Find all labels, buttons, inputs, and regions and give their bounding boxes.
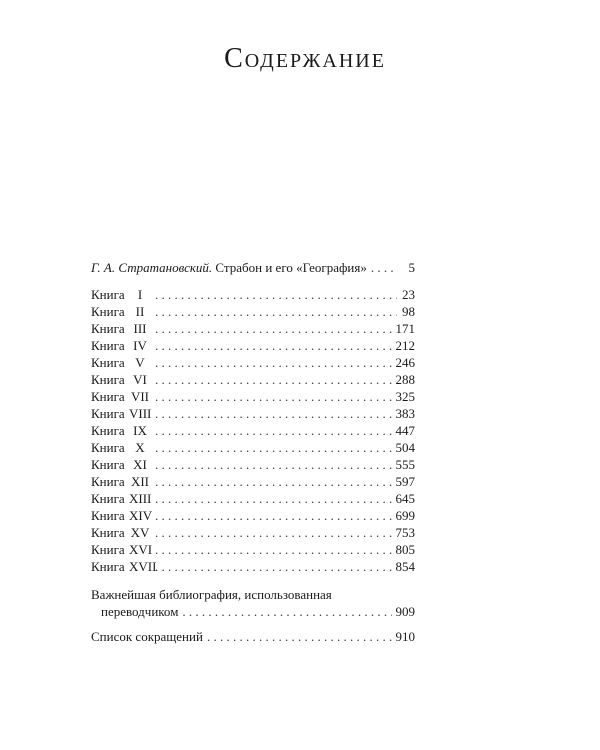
page-number: 699 xyxy=(395,508,415,523)
toc-entry-label xyxy=(91,286,151,303)
dot-leader xyxy=(155,524,392,541)
page-number: 753 xyxy=(395,525,415,540)
book-number: VI xyxy=(133,372,147,387)
book-label: Книга xyxy=(91,457,125,472)
book-number: I xyxy=(137,287,143,302)
book-label: Книга xyxy=(91,423,125,438)
toc-entry-label xyxy=(91,541,151,558)
book-number: XVII xyxy=(129,559,157,574)
book-label: Книга xyxy=(91,440,125,455)
book-label: Книга xyxy=(91,304,125,319)
toc-entry-book[interactable] xyxy=(91,405,415,422)
toc-entry-label xyxy=(91,473,151,490)
toc-entry-label xyxy=(91,388,151,405)
toc-entry-book[interactable] xyxy=(91,354,415,371)
toc-entry-label xyxy=(91,303,151,320)
page-number: 909 xyxy=(395,604,415,619)
dot-leader xyxy=(155,439,392,456)
toc-entry-book[interactable] xyxy=(91,456,415,473)
toc-entry-book[interactable] xyxy=(91,422,415,439)
dot-leader xyxy=(155,354,392,371)
toc-entry-label xyxy=(91,320,151,337)
toc-entry-label xyxy=(91,337,151,354)
dot-leader xyxy=(155,541,392,558)
book-number: IX xyxy=(133,423,147,438)
dot-leader xyxy=(155,303,397,320)
book-label: Книга xyxy=(91,406,125,421)
page-number: 98 xyxy=(402,304,415,319)
book-number: XIII xyxy=(129,491,152,506)
intro-author: Г. А. Стратановский. xyxy=(91,260,213,275)
book-label: Книга xyxy=(91,491,125,506)
book-label: Книга xyxy=(91,474,125,489)
book-number: VII xyxy=(130,389,150,404)
toc-entry-book[interactable] xyxy=(91,473,415,490)
book-label: Книга xyxy=(91,508,125,523)
dot-leader xyxy=(371,259,397,276)
toc-entry-label xyxy=(91,524,151,541)
book-number: XIV xyxy=(129,508,153,523)
page-title: Содержание xyxy=(224,43,386,74)
dot-leader xyxy=(155,388,392,405)
toc-entry-label xyxy=(91,456,151,473)
toc-entry-abbreviations[interactable] xyxy=(91,628,415,645)
toc-entry-label xyxy=(91,371,151,388)
book-label: Книга xyxy=(91,372,125,387)
page-number: 246 xyxy=(395,355,415,370)
toc-entry-label: Список сокращений xyxy=(91,629,203,644)
page-number: 383 xyxy=(395,406,415,421)
page-number: 325 xyxy=(395,389,415,404)
toc-entry-book[interactable] xyxy=(91,507,415,524)
book-number: VIII xyxy=(129,406,152,421)
toc-entry-book[interactable] xyxy=(91,320,415,337)
book-number: X xyxy=(135,440,145,455)
page-number: 5 xyxy=(408,260,415,275)
book-label: Книга xyxy=(91,355,125,370)
page-number: 212 xyxy=(395,338,415,353)
page-number: 288 xyxy=(395,372,415,387)
dot-leader xyxy=(155,371,392,388)
table-of-contents xyxy=(91,259,415,645)
toc-entry-label: Важнейшая библиография, использованная xyxy=(91,587,332,602)
book-label: Книга xyxy=(91,559,125,574)
page-number: 23 xyxy=(402,287,415,302)
dot-leader xyxy=(155,320,392,337)
toc-entry-book[interactable] xyxy=(91,558,415,575)
page-number: 805 xyxy=(395,542,415,557)
book-label: Книга xyxy=(91,525,125,540)
toc-entry-label-cont: переводчиком xyxy=(101,604,179,619)
dot-leader xyxy=(155,507,392,524)
dot-leader xyxy=(155,337,392,354)
toc-entry-book[interactable] xyxy=(91,286,415,303)
book-number: XV xyxy=(130,525,150,540)
book-number: IV xyxy=(133,338,147,353)
toc-entry-label xyxy=(91,259,367,276)
toc-books-list xyxy=(91,286,415,575)
dot-leader xyxy=(207,628,392,645)
toc-entry-bibliography[interactable] xyxy=(91,586,415,620)
book-label: Книга xyxy=(91,287,125,302)
book-number: XII xyxy=(130,474,150,489)
dot-leader xyxy=(155,473,392,490)
toc-entry-label xyxy=(91,558,157,575)
book-label: Книга xyxy=(91,338,125,353)
toc-entry-label xyxy=(91,422,151,439)
book-number: III xyxy=(133,321,147,336)
dot-leader xyxy=(182,603,391,620)
page-number: 597 xyxy=(395,474,415,489)
book-number: II xyxy=(135,304,145,319)
page-number: 555 xyxy=(395,457,415,472)
book-label: Книга xyxy=(91,389,125,404)
toc-entry-intro[interactable] xyxy=(91,259,415,276)
book-number: XVI xyxy=(129,542,153,557)
intro-title: Страбон и его «География» xyxy=(215,260,367,275)
toc-entry-book[interactable] xyxy=(91,388,415,405)
page-number: 910 xyxy=(395,629,415,644)
toc-entry-book[interactable] xyxy=(91,303,415,320)
toc-entry-label xyxy=(91,354,151,371)
toc-entry-book[interactable] xyxy=(91,371,415,388)
dot-leader xyxy=(155,490,392,507)
page-number: 171 xyxy=(395,321,415,336)
dot-leader xyxy=(155,405,392,422)
page-number: 645 xyxy=(395,491,415,506)
book-label: Книга xyxy=(91,542,125,557)
dot-leader xyxy=(155,422,392,439)
book-number: XI xyxy=(133,457,147,472)
toc-entry-book[interactable] xyxy=(91,541,415,558)
toc-entry-book[interactable] xyxy=(91,524,415,541)
book-number: V xyxy=(135,355,145,370)
dot-leader xyxy=(155,286,397,303)
dot-leader xyxy=(155,456,392,473)
page-number: 854 xyxy=(395,559,415,574)
page-number: 447 xyxy=(395,423,415,438)
book-label: Книга xyxy=(91,321,125,336)
toc-entry-label xyxy=(91,405,151,422)
toc-entry-label xyxy=(91,439,151,456)
toc-entry-book[interactable] xyxy=(91,439,415,456)
page-number: 504 xyxy=(395,440,415,455)
dot-leader xyxy=(155,558,392,575)
toc-entry-book[interactable] xyxy=(91,490,415,507)
toc-entry-label xyxy=(91,507,151,524)
toc-entry-book[interactable] xyxy=(91,337,415,354)
toc-entry-label xyxy=(91,490,151,507)
